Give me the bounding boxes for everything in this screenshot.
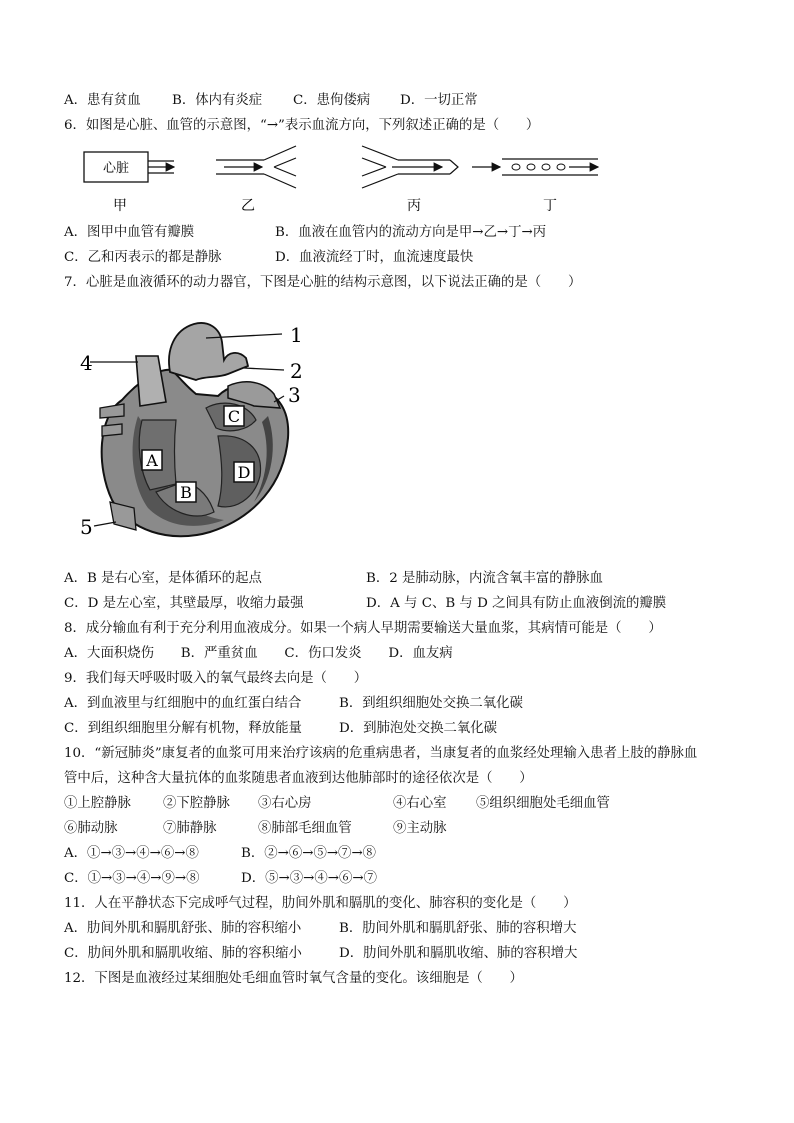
q11-option-b: B．肋间外肌和膈肌舒张、肺的容积增大 [339,921,577,936]
q10-item: ⑧肺部毛细血管 [258,821,352,836]
q10-stem-line2: 管中后，这种含大量抗体的血浆随患者血液到达他肺部时的途径依次是（ ） [64,771,533,786]
q8-stem: 8．成分输血有利于充分利用血液成分。如果一个病人早期需要输送大量血浆，其病情可能是（ ） [64,621,662,636]
q10-item: ⑤组织细胞处毛细血管 [476,796,610,811]
q5-option-a: A．患有贫血 [64,93,141,108]
q10-item: ⑨主动脉 [393,821,447,836]
diagram-ding [472,159,598,214]
q9-option-d: D．到肺泡处交换二氧化碳 [339,721,498,736]
label-yi: 乙 [241,198,255,214]
q11-option-d: D．肋间外肌和膈肌收缩、肺的容积增大 [339,946,578,961]
q6-option-d: D．血液流经丁时，血流速度最快 [275,250,474,265]
q12-stem: 12．下图是血液经过某细胞处毛细血管时氧气含量的变化。该细胞是（ ） [64,971,523,986]
q7-stem: 7．心脏是血液循环的动力器官，下图是心脏的结构示意图，以下说法正确的是（ ） [64,275,582,290]
q5-option-d: D．一切正常 [400,93,478,108]
q7-option-c: C．D 是左心室，其壁最厚，收缩力最强 [64,596,304,611]
q10-item: ②下腔静脉 [163,796,230,811]
q6-vessel-diagram [64,140,624,220]
q6-option-c: C．乙和丙表示的都是静脉 [64,250,222,265]
chamber-b-label: B [180,483,192,502]
number-3-label: 3 [288,383,301,407]
q10-option-a: A．①→③→④→⑥→⑧ [64,846,199,861]
q9-option-c: C．到组织细胞里分解有机物，释放能量 [64,721,302,736]
q6-option-a: A．图甲中血管有瓣膜 [64,225,195,240]
q6-option-b: B．血液在血管内的流动方向是甲→乙→丁→丙 [275,225,547,240]
q10-option-c: C．①→③→④→⑨→⑧ [64,871,200,886]
q7-option-d: D．A 与 C、B 与 D 之间具有防止血液倒流的瓣膜 [366,596,667,611]
label-jia: 甲 [113,198,127,214]
number-5-label: 5 [80,515,93,539]
q10-item: ③右心房 [258,796,312,811]
diagram-yi [216,146,296,214]
q7-option-a: A．B 是右心室，是体循环的起点 [64,571,262,586]
chamber-d-label: D [237,463,251,482]
chamber-c-label: C [227,407,241,426]
label-ding: 丁 [543,198,557,214]
number-1-label: 1 [290,323,303,347]
q9-option-a: A．到血液里与红细胞中的血红蛋白结合 [64,696,302,711]
q9-option-b: B．到组织细胞处交换二氧化碳 [339,696,523,711]
q5-option-c: C．患佝偻病 [293,93,371,108]
q11-option-a: A．肋间外肌和膈肌舒张、肺的容积缩小 [64,921,302,936]
q10-item: ⑥肺动脉 [64,821,118,836]
q10-stem-line1: 10．“新冠肺炎”康复者的血浆可用来治疗该病的危重病患者，当康复者的血浆经处理输入患者上肢的静脉血 [64,746,698,761]
q10-item: ⑦肺静脉 [163,821,217,836]
q6-stem: 6．如图是心脏、血管的示意图，“→”表示血流方向，下列叙述正确的是（ ） [64,118,540,133]
q10-option-b: B．②→⑥→⑤→⑦→⑧ [241,846,377,861]
q10-item: ①上腔静脉 [64,796,131,811]
q8-options: A．大面积烧伤 B．严重贫血 C．伤口发炎 D．血友病 [64,646,453,661]
q7-option-b: B．2 是肺动脉，内流含氧丰富的静脉血 [366,571,603,586]
q10-option-d: D．⑤→③→④→⑥→⑦ [241,871,377,886]
q10-item: ④右心室 [393,796,447,811]
q11-stem: 11．人在平静状态下完成呼气过程，肋间外肌和膈肌的变化、肺容积的变化是（ ） [64,896,577,911]
q5-option-b: B．体内有炎症 [172,93,263,108]
label-bing: 丙 [407,198,421,214]
chamber-a-label: A [146,451,158,470]
number-4-label: 4 [80,351,93,375]
q11-option-c: C．肋间外肌和膈肌收缩、肺的容积缩小 [64,946,302,961]
number-2-label: 2 [290,359,303,383]
q9-stem: 9．我们每天呼吸时吸入的氧气最终去向是（ ） [64,671,368,686]
heart-structure-figure [78,316,318,548]
diagram-bing [362,146,458,214]
heart-box-label: 心脏 [102,161,130,176]
diagram-jia [84,152,174,214]
